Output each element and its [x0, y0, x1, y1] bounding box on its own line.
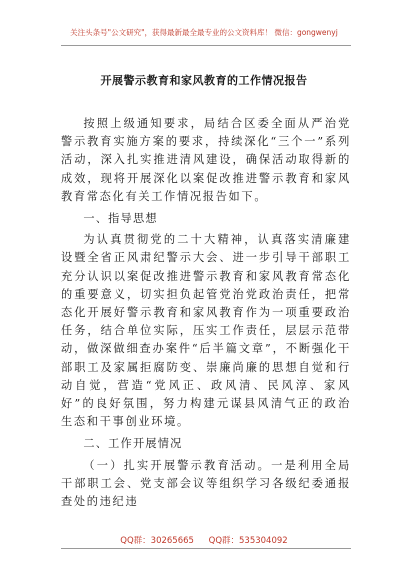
footer-qq-group-2: QQ群：535304092 [208, 536, 288, 546]
document-body [61, 115, 351, 511]
intro-paragraph: 按照上级通知要求，局结合区委全面从严治党警示教育实施方案的要求，持续深化“三个一”系列活动，深入扎实推进清风建设，确保活动取得新的成效，现将开展深化以案促改推进警示教育和家风教育常态化有关工作情况报告如下。 [61, 117, 351, 203]
footer-qq-group-1: QQ群：30265665 [120, 536, 194, 546]
header-divider [61, 45, 351, 46]
guiding-ideology-paragraph: 为认真贯彻党的二十大精神，认真落实清廉建设暨全省正风肃纪警示大会、进一步引导干部职工充分认识以案促改推进警示教育和家风教育常态化的重要意义，切实担负起管党治党政治责任，把常态化开展好警示教育和家风教育作为一项重要政治任务，结合单位实际，压实工作责任，层层示范带动，做深做细查办案件“后半篇文章”，不断强化干部职工及家属拒腐防变、崇廉尚廉的思想自觉和行动自觉，营造“党风正、政风清、民风淳、家风好”的良好氛围，努力构建元谋县风清气正的政治生态和干事创业环境。 [61, 233, 351, 429]
section-heading-guiding-ideology: 一、指导思想 [83, 211, 158, 225]
document-title: 开展警示教育和家风教育的工作情况报告 [100, 74, 308, 87]
footer-divider [61, 548, 351, 549]
work-progress-paragraph: （一）扎实开展警示教育活动。一是利用全局干部职工会、党支部会议等组织学习各级纪委通报查处的违纪违 [61, 458, 351, 509]
section-heading-work-progress: 二、工作开展情况 [83, 436, 183, 450]
header-notice: 关注头条号"公文研究"，获得最新最全最专业的公文资料库！ 微信：gongwenyj [70, 28, 338, 37]
footer-contacts [0, 534, 408, 546]
